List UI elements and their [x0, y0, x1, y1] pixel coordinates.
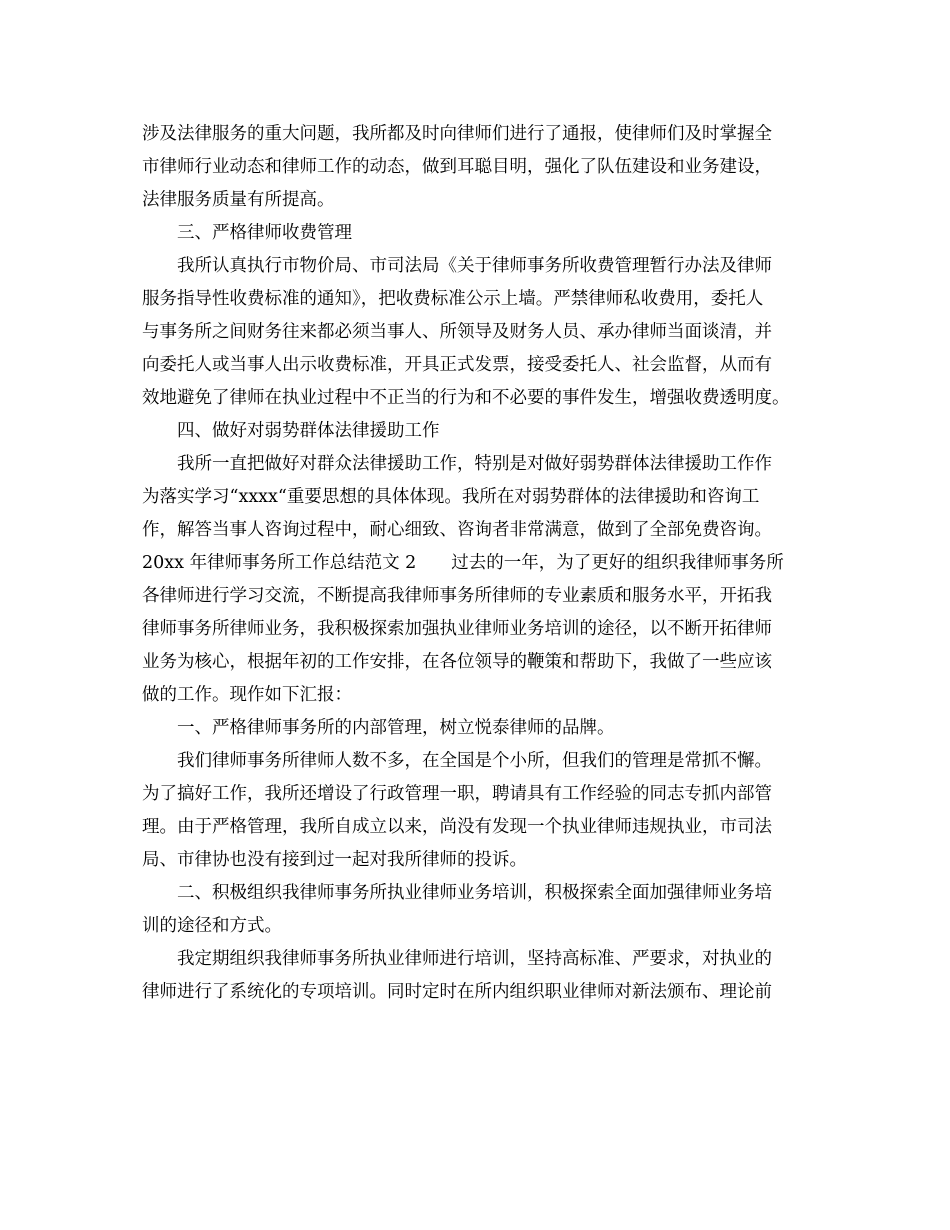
text-line: 效地避免了律师在执业过程中不正当的行为和不必要的事件发生，增强收费透明度。 [142, 388, 790, 408]
section-heading: 一、严格律师事务所的内部管理，树立悦泰律师的品牌。 [177, 718, 615, 738]
text-line: 局、市律协也没有接到过一起对我所律师的投诉。 [142, 850, 527, 870]
text-line: 各律师进行学习交流，不断提高我律师事务所律师的专业素质和服务水平，开拓我 [142, 586, 772, 606]
text-line: 律师事务所律师业务，我积极探索加强执业律师业务培训的途径，以不断开拓律师 [142, 619, 772, 639]
text-line: 我定期组织我律师事务所执业律师进行培训，坚持高标准、严要求，对执业的 [177, 949, 772, 969]
text-line: 律师进行了系统化的专项培训。同时定时在所内组织职业律师对新法颁布、理论前 [142, 982, 772, 1002]
text-line: 服务指导性收费标准的通知》，把收费标准公示上墙。严禁律师私收费用，委托人 [142, 289, 764, 309]
section-heading: 三、严格律师收费管理 [177, 223, 352, 243]
text-line: 为了搞好工作，我所还增设了行政管理一职，聘请具有工作经验的同志专抓内部管 [142, 784, 772, 804]
text-line: 理。由于严格管理，我所自成立以来，尚没有发现一个执业律师违规执业，市司法 [142, 817, 772, 837]
section-heading: 四、做好对弱势群体法律援助工作 [177, 421, 440, 441]
document-body [142, 118, 822, 1009]
text-line: 我们律师事务所律师人数不多，在全国是个小所，但我们的管理是常抓不懈。 [177, 751, 772, 771]
text-line: 市律师行业动态和律师工作的动态，做到耳聪目明，强化了队伍建设和业务建设， [142, 157, 772, 177]
text-line: 涉及法律服务的重大问题，我所都及时向律师们进行了通报，使律师们及时掌握全 [142, 124, 772, 144]
text-line: 作，解答当事人咨询过程中，耐心细致、咨询者非常满意，做到了全部免费咨询。 [142, 520, 772, 540]
text-line: 业务为核心，根据年初的工作安排，在各位领导的鞭策和帮助下，我做了一些应该 [142, 652, 772, 672]
text-line: 20xx 年律师事务所工作总结范文 2 过去的一年，为了更好的组织我律师事务所 [142, 553, 784, 573]
section-heading: 二、积极组织我律师事务所执业律师业务培训，积极探索全面加强律师业务培 [177, 883, 772, 903]
text-line: 我所认真执行市物价局、市司法局《关于律师事务所收费管理暂行办法及律师 [177, 256, 772, 276]
text-line: 做的工作。现作如下汇报： [142, 685, 352, 705]
text-line: 向委托人或当事人出示收费标准，开具正式发票，接受委托人、社会监督，从而有 [142, 355, 772, 375]
text-line: 我所一直把做好对群众法律援助工作，特别是对做好弱势群体法律援助工作作 [177, 454, 772, 474]
text-line: 法律服务质量有所提高。 [142, 190, 335, 210]
text-line: 为落实学习“xxxx“重要思想的具体体现。我所在对弱势群体的法律援助和咨询工 [142, 487, 760, 507]
text-line: 与事务所之间财务往来都必须当事人、所领导及财务人员、承办律师当面谈清，并 [142, 322, 772, 342]
text-line: 训的途径和方式。 [142, 916, 282, 936]
